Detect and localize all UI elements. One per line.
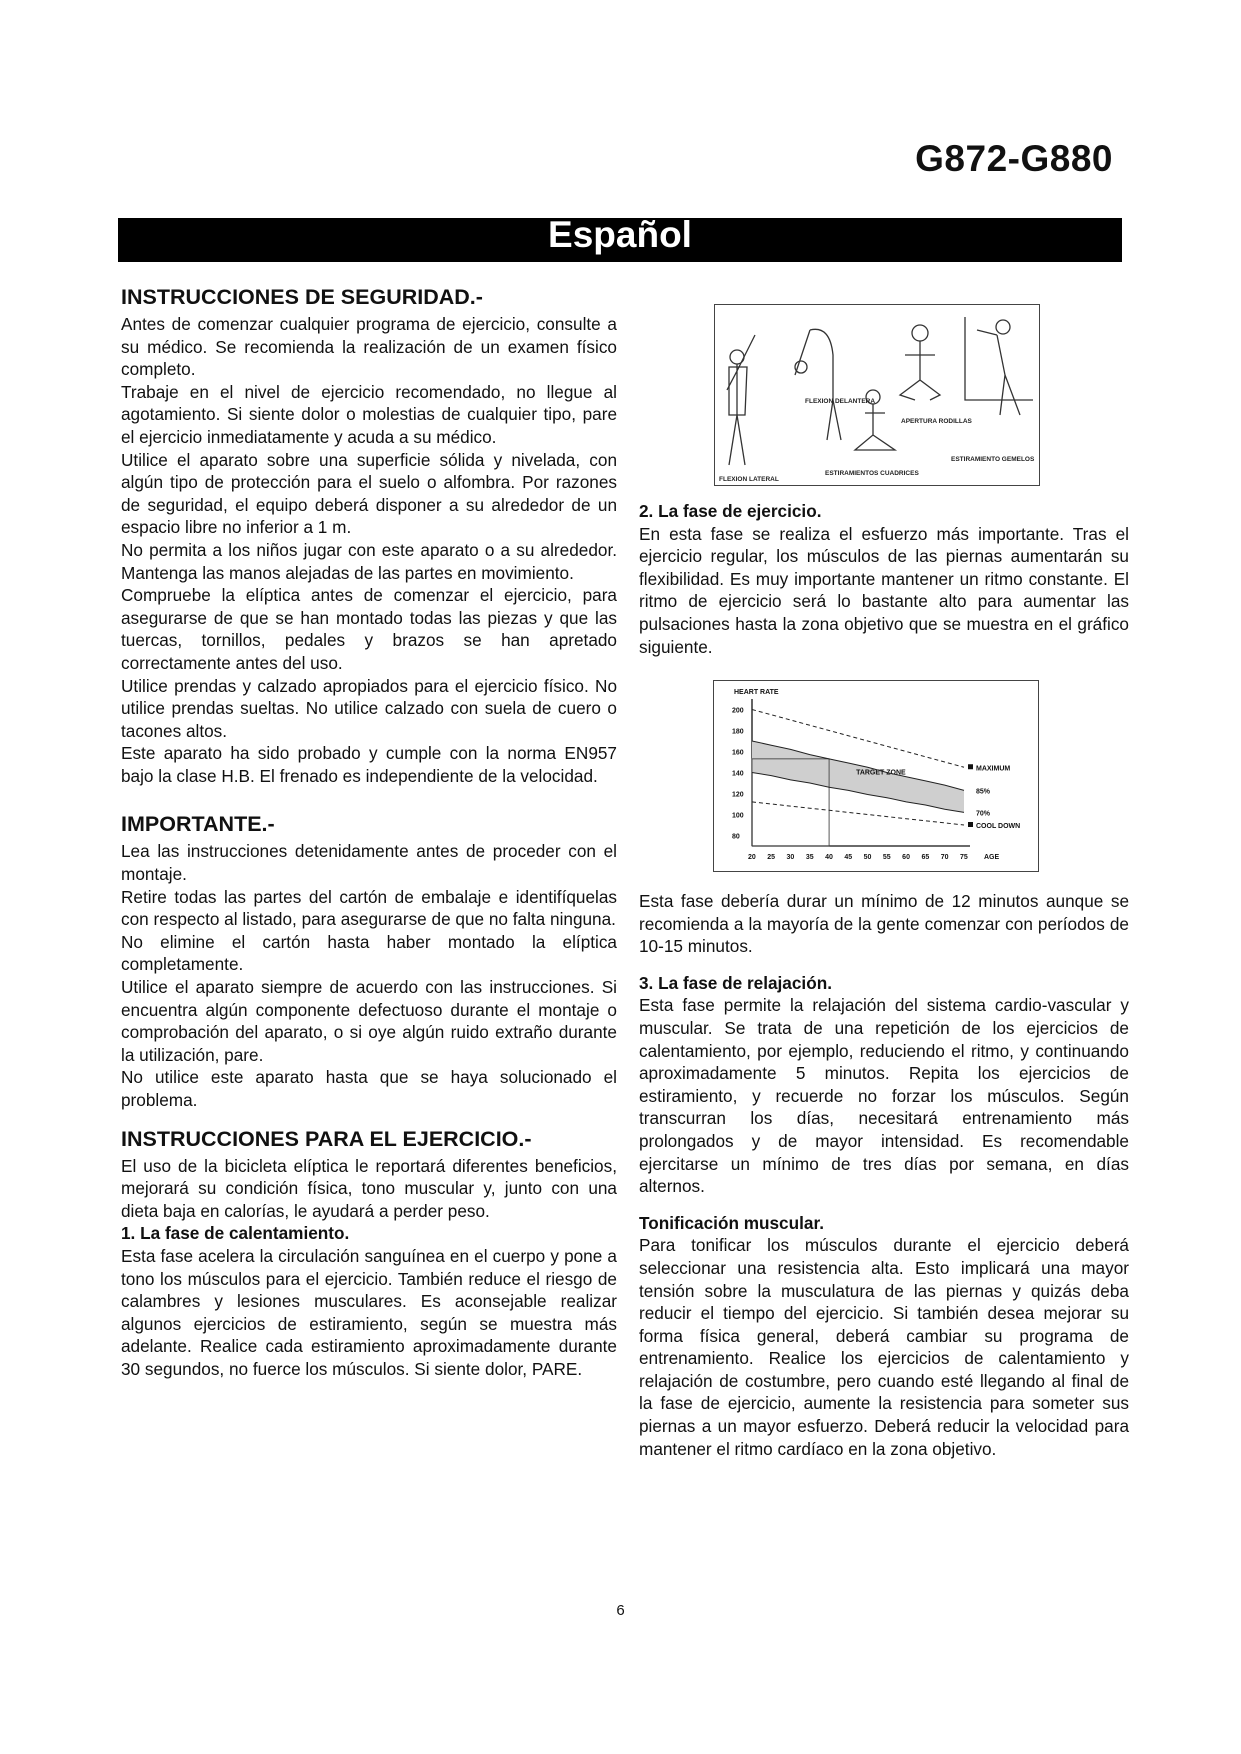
x-tick-label: 50 (863, 854, 872, 861)
safety-paragraph: Antes de comenzar cualquier programa de ejercicio, consulte a su médico. Se recomienda la realización de un examen físico completo. (121, 314, 617, 380)
exercise-intro: El uso de la bicicleta elíptica le reportará diferentes beneficios, mejorará su condición física, tono muscular y, junto con una dieta baja en calorías, le ayudará a perder peso. (121, 1155, 617, 1221)
phase3-heading: 3. La fase de relajación. (639, 972, 832, 993)
safety-paragraph: Este aparato ha sido probado y cumple con la norma EN957 bajo la clase H.B. El frenado es independiente de la velocidad. (121, 743, 617, 786)
target-zone-band (752, 741, 964, 812)
x-tick-label: 35 (805, 854, 814, 861)
x-tick-label: 55 (882, 854, 891, 861)
page-number: 6 (616, 1602, 625, 1619)
x-tick-label: 60 (902, 854, 910, 861)
safety-heading: INSTRUCCIONES DE SEGURIDAD.- (121, 285, 483, 309)
right-column-bottom (639, 890, 1129, 1460)
y-tick-label: 200 (732, 707, 744, 715)
toning-text: Para tonificar los músculos durante el ejercicio deberá seleccionar una resistencia alta. Esto implicará una mayor tensión sobre la musculatura de las piernas y quizás deba reducir el tiempo del ejercicio. Si también desea mejorar su forma física general, deberá cambiar su programa de entrenamiento. Realice los ejercicios de calentamiento y relajación de costumbre, pero cuando esté llegando al final de la fase de ejercicio, aumente la resistencia para someter sus piernas a un mayor esfuerzo. Deberá reducir la velocidad para mantener el ritmo cardíaco en la zona objetivo. (639, 1235, 1129, 1459)
label-flexion-delantera: FLEXION DELANTERA (805, 398, 876, 405)
toning-heading: Tonificación muscular. (639, 1212, 824, 1233)
x-tick-label: 45 (844, 854, 853, 861)
important-paragraph: No elimine el cartón hasta haber montado la elíptica completamente. (121, 931, 617, 975)
safety-paragraph: Utilice el aparato sobre una superficie sólida y nivelada, con algún tipo de protección para el suelo o alfombra. Por razones de seguridad, el equipo deberá disponer a su alrededor de un espacio libre no inferior a 1 m. (121, 449, 617, 538)
y-tick-label: 80 (732, 833, 740, 841)
y-tick-label: 160 (732, 749, 744, 757)
chart-ylabel: HEART RATE (734, 689, 779, 696)
exercise-heading: INSTRUCCIONES PARA EL EJERCICIO.- (121, 1126, 532, 1151)
series-marker (968, 764, 973, 769)
series-marker (968, 822, 973, 827)
model-number: G872-G880 (915, 138, 1113, 179)
phase1-heading: 1. La fase de calentamiento. (121, 1223, 350, 1244)
x-tick-label: 30 (786, 854, 795, 861)
label-flexion-lateral: FLEXION LATERAL (719, 476, 779, 483)
y-tick-label: 140 (732, 770, 744, 778)
chart-xlabel: AGE (984, 854, 1000, 861)
language-title: Español (548, 214, 692, 255)
important-paragraph: Utilice el aparato siempre de acuerdo con las instrucciones. Si encuentra algún componente defectuoso durante el montaje o comprobación del aparato, o si oye algún ruido extraño durante la utilización, pare. (121, 977, 617, 1065)
x-tick-label: 40 (825, 854, 833, 861)
left-column (121, 284, 617, 1381)
safety-paragraph: Trabaje en el nivel de ejercicio recomendado, no llegue al agotamiento. Si siente dolor o molestias de cualquier tipo, pare el ejercicio inmediatamente y acuda a su médico. (121, 381, 617, 447)
series-label: COOL DOWN (976, 823, 1021, 830)
x-tick-label: 65 (921, 854, 930, 861)
phase1-text: Esta fase acelera la circulación sanguínea en el cuerpo y pone a tono los músculos para el ejercicio. También reduce el riesgo de calambres y lesiones musculares. Es aconsejable realizar algunos ejercicios de estiramiento, según se muestra más adelante. Realice cada estiramiento aproximadamente durante 30 segundos, no fuerce los músculos. Si siente dolor, PARE. (121, 1245, 617, 1379)
important-heading: IMPORTANTE.- (121, 812, 275, 837)
phase2-heading: 2. La fase de ejercicio. (639, 501, 822, 521)
series-label: MAXIMUM (976, 765, 1011, 773)
phase2-duration-text: Esta fase debería durar un mínimo de 12 minutos aunque se recomienda a la mayoría de la gente comenzar con períodos de 10-15 minutos. (639, 891, 1129, 957)
heart-rate-chart-svg (714, 681, 1038, 871)
y-tick-label: 180 (732, 728, 744, 736)
safety-paragraph: Utilice prendas y calzado apropiados para el ejercicio físico. No utilice prendas sueltas. No utilice calzado con suela de cuero o tacones altos. (121, 675, 617, 741)
series-label: 70% (976, 810, 991, 818)
language-bar (118, 214, 1122, 262)
safety-paragraph: No permita a los niños jugar con este aparato o a su alrededor. Mantenga las manos alejadas de las partes en movimiento. (121, 539, 617, 583)
label-estiramientos-cuadrices: ESTIRAMIENTOS CUADRICES (825, 470, 919, 477)
important-paragraph: Lea las instrucciones detenidamente antes de proceder con el montaje. (121, 841, 617, 885)
label-estiramiento-gemelos: ESTIRAMIENTO GEMELOS (951, 456, 1035, 463)
y-tick-label: 120 (732, 791, 744, 799)
x-tick-label: 20 (748, 854, 756, 861)
stretching-illustration (714, 304, 1040, 486)
phase3-text: Esta fase permite la relajación del sistema cardio-vascular y muscular. Se trata de una repetición de los ejercicios de calentamiento, por ejemplo, reduciendo el ritmo, y continuando aproximadamente 5 minutos. Repita los ejercicios de estiramiento, y recuerde no forzar los músculos. Según transcurran los días, necesitará entrenamiento más prolongados y de mayor intensidad. Es recomendable ejercitarse un mínimo de tres días por semana, en días alternos. (639, 995, 1129, 1197)
phase2-text: En esta fase se realiza el esfuerzo más importante. Tras el ejercicio regular, los músculos de las piernas aumentarán su flexibilidad. Es muy importante mantener un ritmo constante. El ritmo de ejercicio será lo bastante alto para aumentar las pulsaciones hasta la zona objetivo que se muestra en el gráfico siguiente. (639, 523, 1129, 657)
y-tick-label: 100 (732, 812, 744, 820)
x-tick-label: 25 (767, 854, 776, 861)
label-apertura-rodillas: APERTURA RODILLAS (901, 418, 972, 425)
right-column-top (639, 500, 1129, 658)
safety-paragraph: Compruebe la elíptica antes de comenzar el ejercicio, para asegurarse de que se han montado todas las piezas y que las tuercas, tornillos, pedales y brazos se han apretado correctamente antes del uso. (121, 585, 617, 673)
heart-rate-chart (713, 680, 1039, 872)
important-paragraph: Retire todas las partes del cartón de embalaje e identifíquelas con respecto al listado, para asegurarse de que no falta ninguna. (121, 886, 617, 930)
target-zone-label: TARGET ZONE (856, 769, 906, 777)
series-label: 85% (976, 788, 991, 796)
important-paragraph: No utilice este aparato hasta que se haya solucionado el problema. (121, 1067, 617, 1110)
x-tick-label: 75 (960, 854, 968, 861)
x-tick-label: 70 (940, 854, 949, 861)
